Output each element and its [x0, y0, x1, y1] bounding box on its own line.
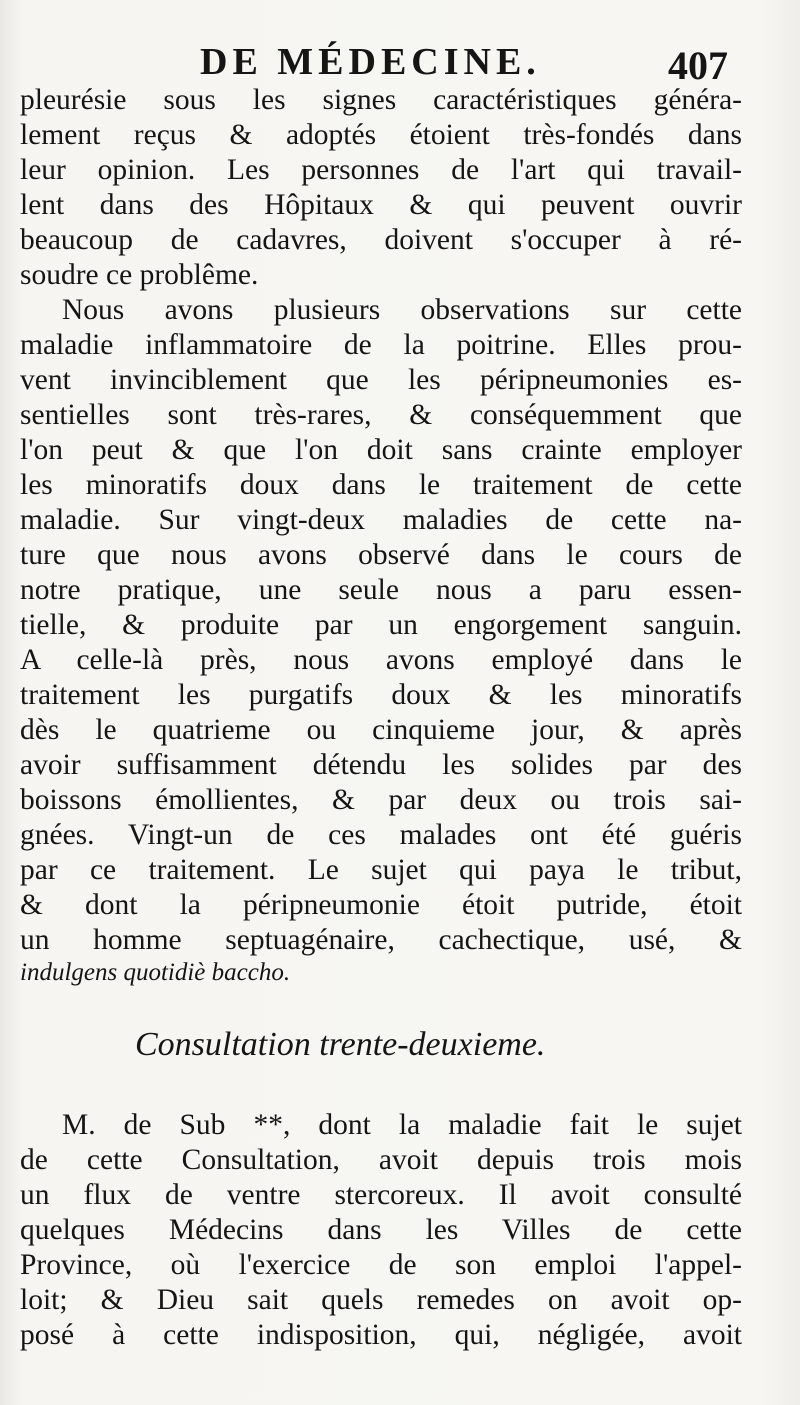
text-line: Province, où l'exercice de son emploi l'appel-: [20, 1249, 742, 1281]
text-line: beaucoup de cadavres, doivent s'occuper à ré-: [20, 224, 742, 256]
text-line: un homme septuagénaire, cachectique, usé, &: [20, 924, 742, 956]
text-line: posé à cette indisposition, qui, négligée, avoit: [20, 1319, 742, 1351]
text-line: quelques Médecins dans les Villes de cette: [20, 1214, 742, 1246]
text-line: maladie inflammatoire de la poitrine. Elles prou-: [20, 329, 742, 361]
text-line: lement reçus & adoptés étoient très-fondés dans: [20, 119, 742, 151]
text-line: Nous avons plusieurs observations sur cette: [62, 294, 742, 326]
text-line: gnées. Vingt-un de ces malades ont été guéris: [20, 819, 742, 851]
text-line: traitement les purgatifs doux & les minoratifs: [20, 679, 742, 711]
text-line: ture que nous avons observé dans le cours de: [20, 539, 742, 571]
text-line: tielle, & produite par un engorgement sanguin.: [20, 609, 742, 641]
text-line: de cette Consultation, avoit depuis trois mois: [20, 1144, 742, 1176]
text-line: pleurésie sous les signes caractéristiques généra-: [20, 84, 742, 116]
text-line: M. de Sub **, dont la maladie fait le sujet: [62, 1109, 742, 1141]
text-line: un flux de ventre stercoreux. Il avoit consulté: [20, 1179, 742, 1211]
text-line: par ce traitement. Le sujet qui paya le tribut,: [20, 854, 742, 886]
text-line: lent dans des Hôpitaux & qui peuvent ouvrir: [20, 189, 742, 221]
text-line: avoir suffisamment détendu les solides par des: [20, 749, 742, 781]
text-line: les minoratifs doux dans le traitement de cette: [20, 469, 742, 501]
page-number: 407: [668, 43, 728, 88]
text-line: soudre ce problême.: [20, 259, 259, 291]
text-line: sentielles sont très-rares, & conséquemment que: [20, 399, 742, 431]
text-line: loit; & Dieu sait quels remedes on avoit op-: [20, 1284, 742, 1316]
text-line: vent invinciblement que les péripneumonies es-: [20, 364, 742, 396]
text-line: l'on peut & que l'on doit sans crainte employer: [20, 434, 742, 466]
text-line: boissons émollientes, & par deux ou trois sai-: [20, 784, 742, 816]
text-line: dès le quatrieme ou cinquieme jour, & après: [20, 714, 742, 746]
text-line: leur opinion. Les personnes de l'art qui travail-: [20, 154, 742, 186]
text-line: notre pratique, une seule nous a paru essen-: [20, 574, 742, 606]
text-line: maladie. Sur vingt-deux maladies de cette na-: [20, 504, 742, 536]
latin-phrase: indulgens quotidiè baccho.: [20, 959, 291, 986]
section-heading: Consultation trente-deuxieme.: [135, 1026, 546, 1063]
text-line: A celle-là près, nous avons employé dans le: [20, 644, 742, 676]
running-title: DE MÉDECINE.: [200, 41, 541, 83]
text-line: & dont la péripneumonie étoit putride, étoit: [20, 889, 742, 921]
